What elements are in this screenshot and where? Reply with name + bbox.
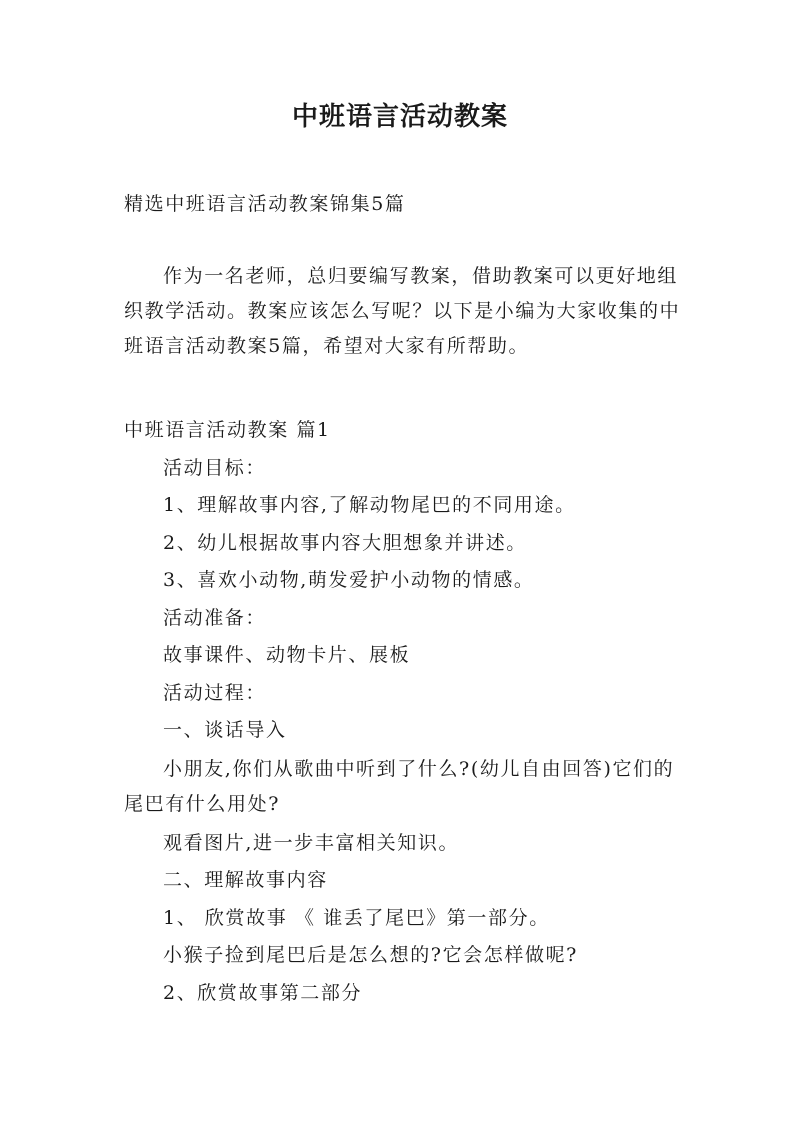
list-item: 活动准备：: [163, 607, 267, 629]
list-item: 活动过程：: [163, 682, 267, 704]
document-title: 中班语言活动教案: [291, 102, 508, 132]
section-heading: 中班语言活动教案 篇1: [124, 419, 331, 441]
list-item: 3、喜欢小动物,萌发爱护小动物的情感。: [163, 569, 535, 591]
list-item: 活动目标：: [163, 457, 267, 479]
intro-paragraph: 作为一名老师，总归要编写教案，借助教案可以更好地组织教学活动。教案应该怎么写呢？以下是小编为大家收集的中班语言活动教案5篇，希望对大家有所帮助。: [124, 265, 681, 357]
list-item: 二、理解故事内容: [163, 869, 328, 891]
list-item: 一、谈话导入: [163, 719, 287, 741]
list-item: 观看图片,进一步丰富相关知识。: [163, 832, 460, 854]
list-item: 1、 欣赏故事 《 谁丢了尾巴》第一部分。: [163, 907, 550, 929]
list-item: 2、欣赏故事第二部分: [163, 982, 363, 1004]
list-item: 1、理解故事内容,了解动物尾巴的不同用途。: [163, 494, 576, 516]
question-paragraph: 小朋友,你们从歌曲中听到了什么?(幼儿自由回答)它们的尾巴有什么用处?: [124, 758, 675, 815]
document-subtitle: 精选中班语言活动教案锦集5篇: [124, 193, 406, 215]
list-item: 2、幼儿根据故事内容大胆想象并讲述。: [163, 532, 527, 554]
list-item: 故事课件、动物卡片、展板: [163, 644, 411, 666]
list-item: 小猴子捡到尾巴后是怎么想的?它会怎样做呢?: [163, 944, 578, 966]
